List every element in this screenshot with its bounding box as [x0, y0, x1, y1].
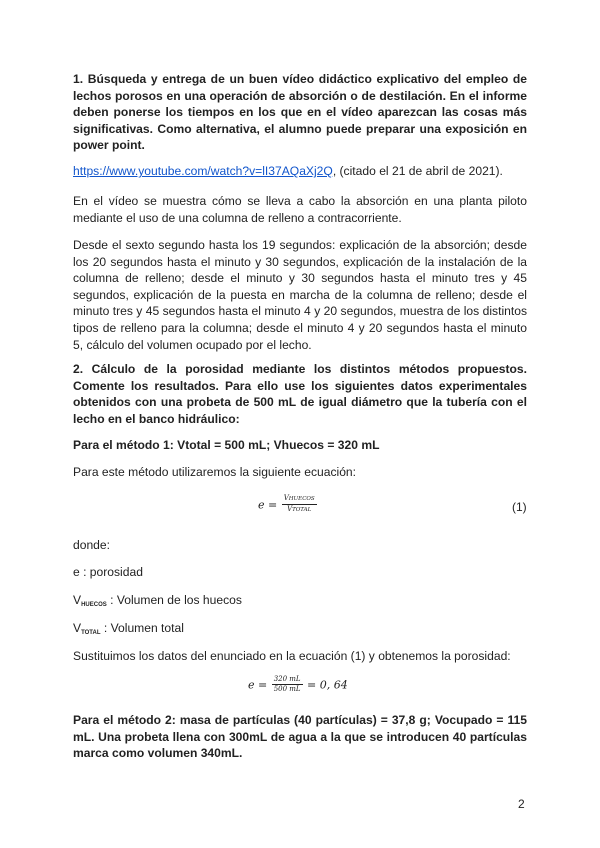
eq2-denominator: 500 mL	[273, 685, 301, 693]
eq2-rhs: = 0, 64	[307, 678, 348, 692]
def-vh-v: V	[73, 593, 82, 607]
eq1-num-v: V	[283, 494, 289, 502]
def-vh-text: : Volumen de los huecos	[110, 593, 242, 607]
section1-paragraph-2: Desde el sexto segundo hasta los 19 segundos: explicación de la absorción; desde los 20 segundos hasta el minuto y 30 segundos, explicación de la instalación de la columna de relleno; desde el minuto y 30 segundos hasta el minuto tres y 45 segundos, explicación de la puesta en marcha de la columna de relleno; desde el minuto tres y 45 segundos hasta el minuto 4 y 20 segundos, muestra de los distintos tipos de relleno para la columna; desde el minuto 4 y 20 segundos hasta el minuto 5, cálculo del volumen ocupado por el lecho.	[73, 238, 527, 352]
equation-2	[248, 675, 348, 694]
def-vt-text: : Volumen total	[103, 621, 184, 635]
section2-heading: 2. Cálculo de la porosidad mediante los distintos métodos propuestos. Comente los resultados. Para ello use los siguientes datos experimentales obtenidos con una probeta de 500 mL de igual diámetro que la tubería con el lecho en el banco hidráulico:	[73, 362, 527, 426]
citation-text: , (citado el 21 de abril de 2021).	[332, 164, 503, 178]
eq2-fraction	[272, 675, 303, 694]
definition-vhuecos	[73, 592, 527, 614]
method1-title: Para el método 1: Vtotal = 500 mL; Vhuecos = 320 mL	[73, 438, 380, 452]
section1-heading: 1. Búsqueda y entrega de un buen vídeo didáctico explicativo del empleo de lechos porosos en una operación de absorción o de destilación. En el informe deben ponerse los tiempos en los que en el vídeo aparezcan las cosas más significativas. Como alternativa, el alumno puede preparar una exposición en power point.	[73, 72, 527, 153]
method2-title: Para el método 2: masa de partículas (40 partículas) = 37,8 g; Vocupado = 115 mL. Una probeta llena con 300mL de agua a la que se introducen 40 partículas marca como volumen 340mL.	[73, 713, 527, 761]
section1-paragraph-1: En el vídeo se muestra cómo se lleva a cabo la absorción en una planta piloto mediante el uso de una columna de relleno a contracorriente.	[73, 194, 527, 225]
substitution-text: Sustituimos los datos del enunciado en la ecuación (1) y obtenemos la porosidad:	[73, 649, 511, 663]
equation-1-number: (1)	[512, 500, 527, 514]
definition-porosity: e : porosidad	[73, 565, 143, 579]
def-vt-sub: TOTAL	[81, 630, 101, 636]
definition-vtotal	[73, 620, 527, 642]
donde-label: donde:	[73, 538, 110, 552]
eq2-lhs: e =	[248, 678, 268, 692]
eq2-numerator: 320 mL	[273, 675, 301, 683]
equation-1	[258, 494, 317, 515]
eq1-fraction	[282, 494, 317, 515]
video-reference	[73, 163, 527, 180]
def-vh-sub: HUECOS	[81, 602, 107, 608]
eq1-den-v: V	[287, 505, 293, 513]
page-number: 2	[518, 797, 525, 811]
eq1-lhs: e =	[258, 498, 278, 512]
video-link[interactable]: https://www.youtube.com/watch?v=lI37AQaXj2Q	[73, 164, 333, 178]
eq1-den-sub: TOTAL	[292, 507, 312, 513]
eq1-num-sub: HUECOS	[288, 496, 315, 502]
method1-intro: Para este método utilizaremos la siguiente ecuación:	[73, 465, 357, 479]
def-vt-v: V	[73, 621, 82, 635]
